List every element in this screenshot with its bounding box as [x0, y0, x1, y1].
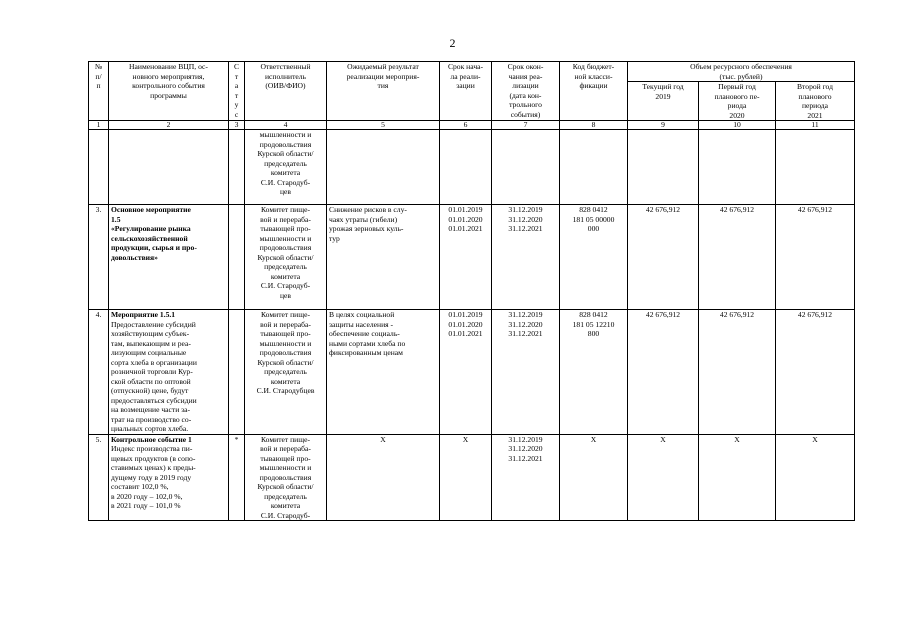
header-year-2020: Первый год планового пе- риода 2020: [699, 82, 776, 121]
row-status: *: [229, 434, 245, 521]
row-name: [109, 310, 229, 435]
row-y2019: 42 676,912: [628, 310, 699, 435]
row-y2021: Х: [776, 434, 855, 521]
row-budget-code: Х: [560, 434, 628, 521]
column-number: 8: [560, 121, 628, 130]
row-start: 01.01.2019 01.01.2020 01.01.2021: [440, 205, 492, 310]
row-y2019: [628, 130, 699, 205]
row-name: [109, 130, 229, 205]
row-start: Х: [440, 434, 492, 521]
header-status: С т а т у с: [229, 62, 245, 121]
row-end: 31.12.2019 31.12.2020 31.12.2021: [492, 205, 560, 310]
header-responsible: Ответственный исполнитель (ОИВ/ФИО): [245, 62, 327, 121]
row-end: [492, 130, 560, 205]
row-y2019: Х: [628, 434, 699, 521]
row-responsible: Комитет пище- вой и перераба- тывающей про- мышленности и продовольствия Курской области/ председатель комитета С.И. Стародубцев: [245, 310, 327, 435]
row-num: 5.: [89, 434, 109, 521]
table-row: [89, 310, 855, 435]
column-number: 1: [89, 121, 109, 130]
row-status: [229, 130, 245, 205]
row-y2020: [699, 130, 776, 205]
row-y2021: 42 676,912: [776, 205, 855, 310]
row-num: 3.: [89, 205, 109, 310]
row-end: 31.12.2019 31.12.2020 31.12.2021: [492, 310, 560, 435]
row-responsible: Комитет пище- вой и перераба- тывающей про- мышленности и продовольствия Курской области/ председатель комитета С.И. Стародуб- цев: [245, 205, 327, 310]
row-name-heading: Мероприятие 1.5.1: [111, 310, 176, 319]
column-number: 9: [628, 121, 699, 130]
column-number: 4: [245, 121, 327, 130]
table-row: [89, 434, 855, 521]
row-y2019: 42 676,912: [628, 205, 699, 310]
header-start: Срок нача- ла реали- зации: [440, 62, 492, 121]
row-name-title: «Регулирование рынка сельскохозяйственной продукции, сырья и про- довольствия»: [111, 224, 197, 262]
row-budget-code: [560, 130, 628, 205]
row-y2020: Х: [699, 434, 776, 521]
row-budget-code: 828 0412 181 05 00000 000: [560, 205, 628, 310]
row-result: [327, 130, 440, 205]
header-volume: Объем ресурсного обеспечения (тыс. рублей): [628, 62, 855, 82]
row-name-heading: Основное мероприятие 1.5: [111, 205, 191, 224]
program-plan-table: [88, 61, 855, 521]
table-row: [89, 205, 855, 310]
row-y2021: 42 676,912: [776, 310, 855, 435]
row-end: 31.12.2019 31.12.2020 31.12.2021: [492, 434, 560, 521]
row-start: [440, 130, 492, 205]
row-name-description: Предоставление субсидий хозяйствующим субъек- там, выпекающим и реа- лизующим социальные сорта хлеба в организации розничной торговли Кур- ской области по оптовой (отпускной) цене, будут предоставляться субсидии на возмещение части за- трат на производство со- циальных сортов хлеба.: [111, 319, 197, 433]
header-year-2021: Второй год планового периода 2021: [776, 82, 855, 121]
row-result: В целях социальной защиты населения - обеспечение социаль- ными сортами хлеба по фиксированным ценам: [327, 310, 440, 435]
row-name: [109, 434, 229, 521]
row-result: Снижение рисков в слу- чаях утраты (гибели) урожая зерновых куль- тур: [327, 205, 440, 310]
header-result: Ожидаемый результат реализации мероприя- тия: [327, 62, 440, 121]
row-name: [109, 205, 229, 310]
row-num: 4.: [89, 310, 109, 435]
column-number: 6: [440, 121, 492, 130]
row-status: [229, 310, 245, 435]
column-number-row: [89, 121, 855, 130]
header-name: Наименование ВЦП, ос- новного мероприятия, контрольного события программы: [109, 62, 229, 121]
row-y2020: 42 676,912: [699, 205, 776, 310]
column-number: 7: [492, 121, 560, 130]
row-y2021: [776, 130, 855, 205]
row-responsible: мышленности и продовольствия Курской области/ председатель комитета С.И. Стародуб- цев: [245, 130, 327, 205]
column-number: 10: [699, 121, 776, 130]
table-row: [89, 130, 855, 205]
header-year-2019: Текущий год 2019: [628, 82, 699, 121]
row-num: [89, 130, 109, 205]
row-y2020: 42 676,912: [699, 310, 776, 435]
column-number: 5: [327, 121, 440, 130]
row-result: Х: [327, 434, 440, 521]
page-number: 2: [449, 36, 456, 50]
column-number: 3: [229, 121, 245, 130]
row-status: [229, 205, 245, 310]
header-row: [89, 62, 855, 82]
row-name-description: Индекс производства пи- щевых продуктов (в сопо- ставимых ценах) к преды- дущему году в 2019 году составит 102,0 %, в 2020 году – 102,0 %, в 2021 году – 101,0 %: [111, 444, 196, 510]
row-start: 01.01.2019 01.01.2020 01.01.2021: [440, 310, 492, 435]
header-num: № п/ п: [89, 62, 109, 121]
column-number: 11: [776, 121, 855, 130]
header-end: Срок окон- чания реа- лизации (дата кон- трольного события): [492, 62, 560, 121]
header-budget-code: Код бюджет- ной класси- фикации: [560, 62, 628, 121]
row-name-heading: Контрольное событие 1: [111, 434, 192, 444]
row-responsible: Комитет пище- вой и перераба- тывающей про- мышленности и продовольствия Курской области/ председатель комитета С.И. Стародуб-: [245, 434, 327, 521]
column-number: 2: [109, 121, 229, 130]
row-budget-code: 828 0412 181 05 12210 800: [560, 310, 628, 435]
